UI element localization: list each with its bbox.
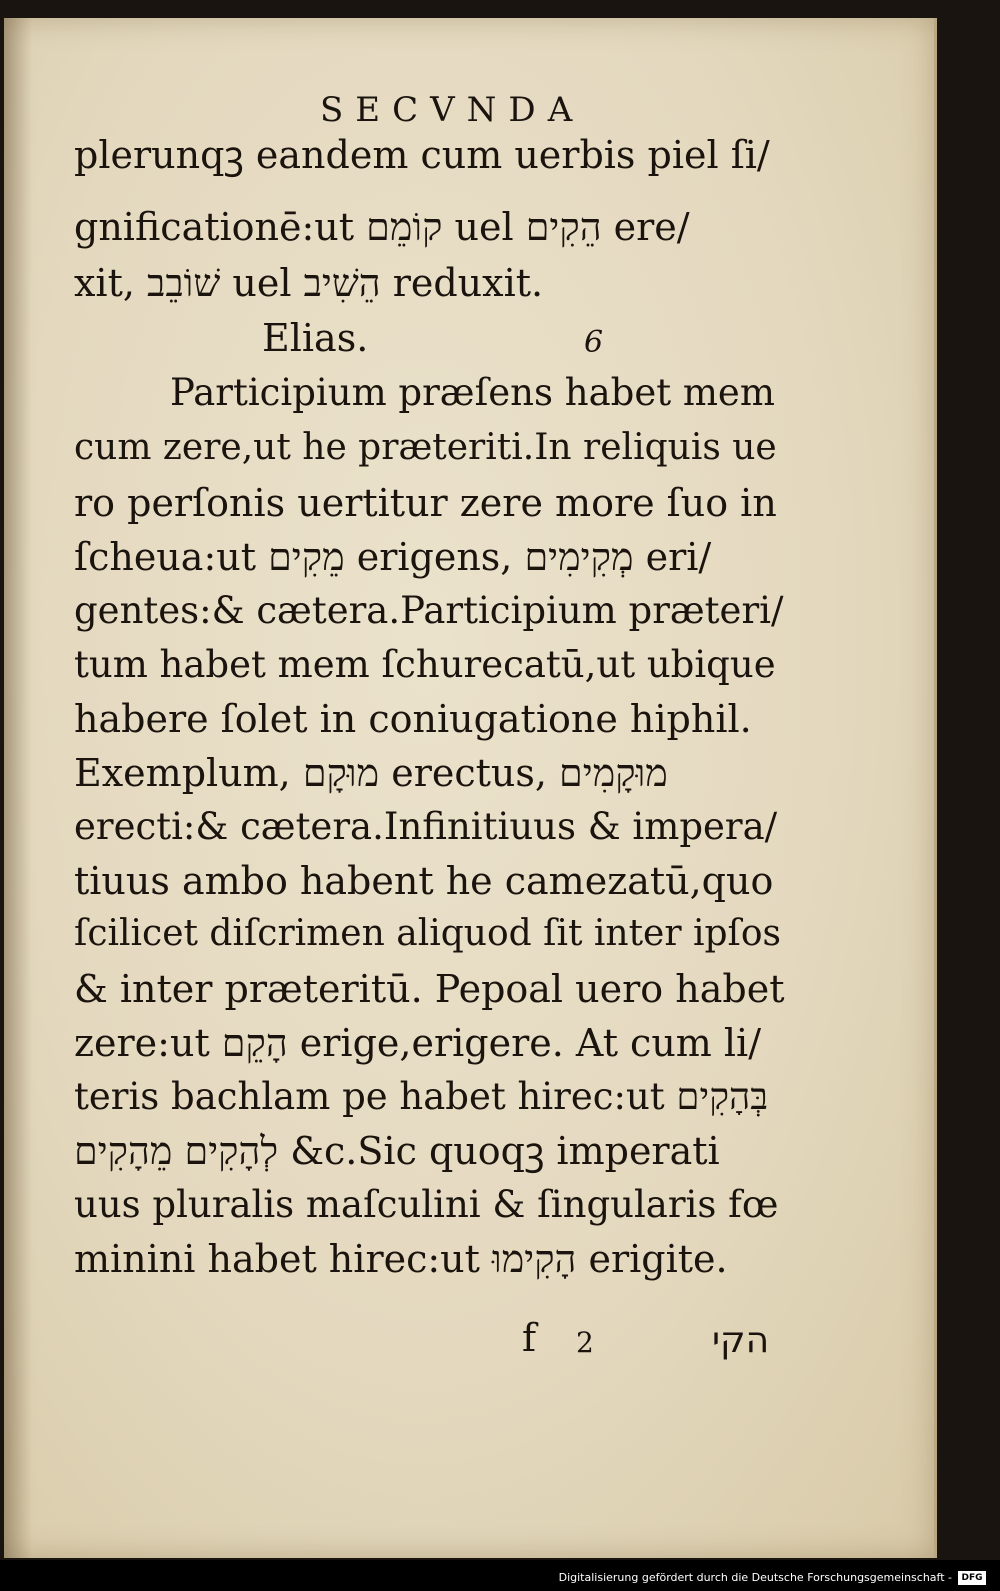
text-line-17: teris bachlam pe habet hirec:ut בְּהָקִים — [74, 1075, 769, 1118]
text-line-10: habere ſolet in coniugatione hiphil. — [74, 697, 752, 741]
text-line-2: gnificationē:ut קוֹמֵם uel הֵקִים ere/ — [74, 205, 690, 249]
text-line-6: ro perſonis uertitur zere more ſuo in — [74, 481, 777, 525]
text-line-8: gentes:& cætera.Participium præteri/ — [74, 589, 784, 632]
text-line-5: cum zere,ut he præteriti.In reliquis ue — [74, 427, 777, 468]
text-line-1: plerunqꝫ eandem cum uerbis piel ſi/ — [74, 133, 770, 177]
signature-mark: f — [522, 1316, 537, 1360]
text-line-15: & inter præteritū. Pepoal uero habet — [74, 967, 785, 1011]
spine-shadow — [4, 18, 32, 1558]
elias-heading: Elias. — [262, 316, 369, 360]
text-line-11: Exemplum, מוּקָם erectus, מוּקָמִים — [74, 751, 668, 795]
dfg-logo: DFG — [958, 1571, 986, 1585]
text-line-9: tum habet mem ſchurecatū,ut ubique — [74, 643, 776, 686]
footer-credit: Digitalisierung gefördert durch die Deutsche Forschungsgemeinschaft - — [558, 1571, 952, 1584]
book-page — [4, 18, 937, 1558]
text-line-7: ſcheua:ut מֵקִים erigens, מְקִימִים eri/ — [74, 535, 712, 579]
text-line-14: ſcilicet diſcrimen aliquod ſit inter ipſos — [74, 913, 782, 954]
section-number: 6 — [584, 325, 604, 360]
signature-number: 2 — [576, 1326, 594, 1359]
text-line-16: zere:ut הָקֵם erige,erigere. At cum li/ — [74, 1021, 762, 1065]
text-line-4: Participium præſens habet mem — [170, 371, 775, 414]
text-line-3: xit, שׁוֹבֵב uel הֵשִׁיב reduxit. — [74, 261, 544, 305]
text-line-20: minini habet hirec:ut הָקִימוּ erigite. — [74, 1237, 728, 1281]
running-head: SECVNDA — [320, 90, 585, 130]
text-line-13: tiuus ambo habent he camezatū,quo — [74, 859, 774, 903]
text-line-19: uus pluralis maſculini & ſingularis fœ — [74, 1183, 779, 1226]
text-line-12: erecti:& cætera.Infinitiuus & impera/ — [74, 805, 778, 848]
text-line-18: לְהָקִים מֵהָקִים &c.Sic quoqꝫ imperati — [74, 1129, 720, 1173]
catchword: הקי — [712, 1320, 770, 1361]
footer-bar — [0, 1560, 1000, 1591]
